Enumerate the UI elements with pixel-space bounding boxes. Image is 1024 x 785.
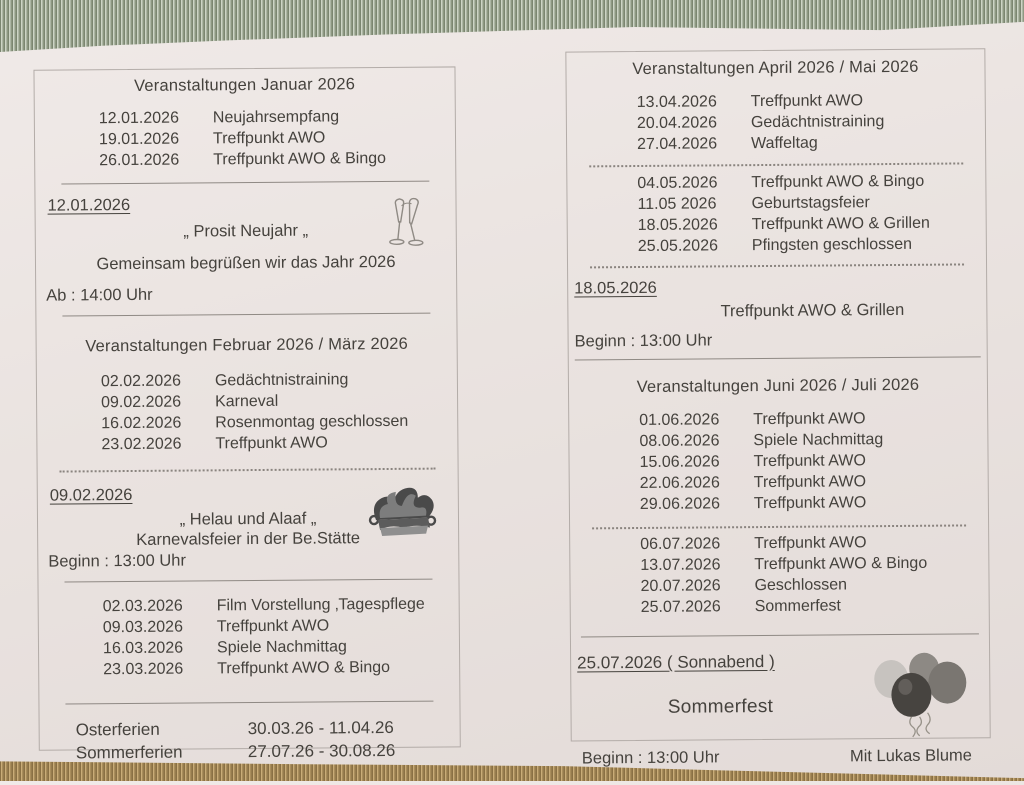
event-row: [570, 471, 988, 493]
highlight-time: Beginn : 13:00 Uhr: [48, 551, 186, 571]
holiday-name: Osterferien: [75, 719, 160, 740]
section-title-january: Veranstaltungen Januar 2026: [134, 75, 356, 95]
event-row: [567, 132, 985, 154]
event-name: Pfingsten geschlossen: [751, 235, 913, 255]
event-row: [567, 111, 985, 133]
divider: [64, 579, 432, 583]
event-row: [567, 192, 985, 214]
event-name: Treffpunkt AWO & Bingo: [217, 658, 391, 678]
dotted-divider: [60, 468, 436, 473]
schedule-panel-right: [565, 48, 990, 768]
event-name: Treffpunkt AWO & Bingo: [754, 554, 928, 574]
divider: [575, 356, 981, 360]
event-date: 11.05 2026: [637, 195, 717, 214]
event-name: Treffpunkt AWO: [754, 534, 867, 553]
holiday-list: [40, 715, 460, 764]
event-name: Treffpunkt AWO & Grillen: [751, 214, 930, 234]
divider: [62, 313, 430, 317]
event-date: 20.07.2026: [640, 577, 721, 595]
event-row: [568, 213, 986, 235]
balloons-icon: [871, 650, 968, 748]
section-title-june-july: Veranstaltungen Juni 2026 / Juli 2026: [636, 375, 920, 397]
event-name: Gedächtnistraining: [750, 113, 885, 132]
event-list-february: [37, 369, 458, 454]
section-title-april-may: Veranstaltungen April 2026 / Mai 2026: [632, 57, 919, 79]
event-name: Spiele Nachmittag: [216, 638, 347, 657]
event-date: 02.03.2026: [102, 597, 183, 616]
event-date: 16.02.2026: [101, 414, 182, 433]
event-date: 29.06.2026: [639, 495, 721, 513]
event-row: [570, 492, 988, 514]
event-name: Treffpunkt AWO: [216, 617, 330, 636]
event-date: 20.04.2026: [636, 114, 718, 133]
highlight-subtitle: Gemeinsam begrüßen wir das Jahr 2026: [96, 252, 396, 274]
event-date: 27.04.2026: [637, 135, 718, 154]
karneval-block: [38, 483, 459, 571]
event-date: 12.01.2026: [98, 109, 179, 128]
event-name: Waffeltag: [751, 134, 818, 153]
highlight-date: 18.05.2026: [574, 278, 657, 298]
event-row: [35, 148, 455, 170]
highlight-date: 09.02.2026: [49, 485, 133, 505]
event-date: 02.02.2026: [100, 372, 182, 391]
event-name: Treffpunkt AWO: [750, 92, 864, 111]
event-list-march: [39, 594, 460, 679]
event-row: [35, 106, 455, 128]
event-list-january: [35, 106, 455, 170]
grillen-block: [568, 276, 987, 351]
event-list-july: [570, 532, 989, 617]
event-row: [569, 450, 987, 472]
event-name: Neujahrsempfang: [212, 108, 340, 127]
dotted-divider: [590, 263, 964, 268]
event-date: 26.01.2026: [99, 151, 180, 170]
event-row: [39, 636, 459, 658]
section-title-february-march: Veranstaltungen Februar 2026 / März 2026: [85, 334, 409, 356]
event-row: [567, 171, 985, 193]
event-row: [567, 90, 985, 112]
divider: [65, 701, 433, 705]
event-name: Sommerfest: [754, 597, 842, 616]
event-name: Karneval: [215, 392, 279, 411]
highlight-quote: „ Prosit Neujahr „: [183, 221, 309, 241]
schedule-panel-left: [33, 66, 460, 763]
event-name: Rosenmontag geschlossen: [215, 412, 409, 432]
event-row: [37, 432, 457, 454]
event-name: Treffpunkt AWO: [212, 129, 326, 148]
highlight-time: Beginn : 13:00 Uhr: [581, 748, 720, 768]
host-name: Mit Lukas Blume: [849, 746, 972, 766]
event-name: Treffpunkt AWO: [215, 434, 328, 453]
event-date: 23.03.2026: [103, 660, 184, 679]
event-name: Film Vorstellung ‚Tagespflege: [216, 595, 425, 615]
event-date: 04.05.2026: [637, 174, 718, 193]
event-date: 25.05.2026: [637, 237, 719, 256]
event-date: 09.02.2026: [101, 393, 182, 412]
event-date: 08.06.2026: [639, 432, 720, 451]
divider: [61, 181, 429, 185]
dotted-divider: [592, 524, 966, 529]
event-row: [570, 574, 988, 596]
event-date: 15.06.2026: [639, 453, 720, 472]
event-date: 22.06.2026: [639, 474, 720, 492]
event-name: Treffpunkt AWO: [753, 410, 866, 429]
holiday-row: [40, 715, 460, 741]
event-date: 01.06.2026: [639, 411, 720, 430]
highlight-subtitle: Karnevalsfeier in der Be.Stätte: [136, 529, 361, 549]
event-row: [37, 390, 457, 412]
event-name: Spiele Nachmittag: [753, 431, 884, 450]
event-date: 13.04.2026: [636, 93, 717, 112]
dotted-divider: [589, 162, 963, 167]
event-row: [37, 411, 457, 433]
event-row: [37, 369, 457, 391]
event-date: 09.03.2026: [102, 618, 183, 637]
jester-hat-icon: [364, 480, 443, 552]
event-row: [570, 553, 988, 575]
holiday-row: [40, 738, 460, 764]
holiday-range: 30.03.26 - 11.04.26: [247, 717, 394, 739]
event-name: Treffpunkt AWO: [753, 494, 867, 513]
event-name: Geburtstagsfeier: [751, 194, 870, 213]
event-list-june: [569, 408, 988, 514]
event-row: [568, 234, 986, 256]
highlight-title: Treffpunkt AWO & Grillen: [720, 300, 905, 321]
highlight-date: 25.07.2026 ( Sonnabend ): [577, 651, 775, 673]
newyear-block: [35, 193, 456, 305]
holiday-range: 27.07.26 - 30.08.26: [247, 740, 396, 762]
sommerfest-block: [571, 650, 990, 768]
highlight-quote: „ Helau und Alaaf „: [179, 509, 317, 529]
event-list-may: [567, 171, 986, 256]
event-row: [571, 595, 989, 617]
highlight-date: 12.01.2026: [47, 195, 131, 215]
event-date: 06.07.2026: [640, 535, 721, 553]
event-name: Treffpunkt AWO: [753, 473, 867, 492]
highlight-time: Ab : 14:00 Uhr: [46, 285, 153, 305]
event-name: Treffpunkt AWO: [753, 452, 866, 471]
event-date: 23.02.2026: [101, 435, 182, 454]
event-row: [39, 615, 459, 637]
event-name: Geschlossen: [754, 576, 848, 595]
event-date: 18.05.2026: [637, 216, 718, 235]
event-list-april: [567, 90, 985, 154]
highlight-title: Sommerfest: [667, 695, 774, 718]
event-row: [35, 127, 455, 149]
event-row: [569, 429, 987, 451]
divider: [581, 633, 979, 637]
event-row: [569, 408, 987, 430]
sommerfest-footer: [572, 746, 990, 768]
event-name: Treffpunkt AWO & Bingo: [751, 172, 925, 192]
event-name: Gedächtnistraining: [214, 371, 349, 390]
event-row: [39, 594, 459, 616]
event-date: 19.01.2026: [98, 130, 180, 149]
event-date: 16.03.2026: [102, 639, 184, 658]
champagne-glasses-icon: [381, 196, 429, 259]
event-date: 25.07.2026: [640, 598, 721, 616]
event-row: [570, 532, 988, 554]
holiday-name: Sommerferien: [75, 742, 183, 763]
highlight-time: Beginn : 13:00 Uhr: [574, 331, 713, 351]
event-row: [39, 657, 459, 679]
event-name: Treffpunkt AWO & Bingo: [213, 149, 387, 169]
event-date: 13.07.2026: [640, 556, 721, 574]
